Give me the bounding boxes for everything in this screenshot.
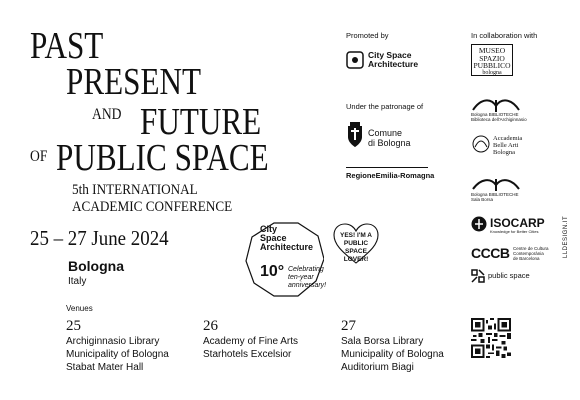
badge-caption (288, 266, 326, 290)
salaborsa-line: Sala Borsa (471, 197, 494, 202)
subtitle-text-2: ACADEMIC CONFERENCE (72, 199, 233, 215)
accademia-emblem-icon (471, 133, 491, 155)
comune-line: Comune (368, 128, 403, 138)
open-book-icon (471, 175, 521, 193)
yes-badge-text (336, 232, 376, 264)
badge-caption-line: ten-year (288, 274, 314, 281)
title-future-text: FUTURE (140, 101, 262, 143)
title-and-text: AND (92, 106, 122, 123)
regione-logo-text: RegioneEmilia-Romagna (346, 171, 435, 180)
coat-of-arms-icon (346, 122, 364, 148)
badge-logo-line: City (260, 224, 278, 234)
venue-line: Academy of Fine Arts (203, 336, 299, 347)
subtitle-text-1: 5th INTERNATIONAL (72, 182, 198, 198)
biblio-line: Bologna BIBLIOTECHE (471, 112, 519, 117)
badge-caption-line: anniversary! (288, 282, 327, 289)
yes-badge-line: YES! I'M A (339, 232, 372, 239)
city-space-logo-text (368, 51, 418, 69)
museo-spazio-pubblico-logo (471, 44, 513, 76)
logo-text-line: City Space (368, 50, 412, 60)
venue-line: Municipality of Bologna (341, 349, 444, 360)
collaboration-label: In collaboration with (471, 31, 538, 40)
museo-line: PUBBLICO (473, 61, 511, 70)
title-line-public-space (56, 139, 315, 177)
yes-badge-line: LOVER! (343, 256, 369, 263)
venue-day-25 (66, 318, 169, 374)
yes-lover-badge (333, 223, 379, 265)
accademia-text (493, 135, 522, 156)
biblio-line: Biblioteca dell'Archiginnasio (471, 117, 527, 122)
title-line-present (66, 63, 231, 101)
venue-line: Starhotels Excelsior (203, 349, 292, 360)
cccb-sub-line: Contemporània (513, 251, 544, 256)
title-present-text: PRESENT (66, 61, 202, 103)
venue-line: Stabat Mater Hall (66, 362, 144, 373)
comune-line: di Bologna (368, 138, 411, 148)
promoted-by-label: Promoted by (346, 31, 389, 40)
badge-number: 10° (260, 263, 285, 280)
badge-caption-line: Celebrating (288, 266, 324, 273)
city-name: Bologna (68, 258, 124, 274)
venue-line: Sala Borsa Library (341, 336, 424, 347)
title-line-future (140, 103, 288, 141)
open-book-icon (471, 94, 521, 114)
anniversary-badge (244, 221, 327, 299)
accademia-line: Belle Arti (493, 142, 519, 149)
venue-day-27 (341, 318, 444, 374)
conference-dates (30, 226, 184, 251)
comune-text (368, 128, 411, 148)
badge-logo (260, 225, 313, 252)
isocarp-globe-icon (471, 216, 487, 232)
venue-day-number: 27 (341, 318, 356, 334)
title-line-past (30, 27, 119, 65)
title-past-text: PAST (30, 25, 104, 67)
yes-badge-line: PUBLIC SPACE (343, 240, 369, 255)
cccb-text: CCCB (471, 245, 510, 261)
country-name: Italy (68, 276, 87, 287)
subtitle-line-1 (72, 182, 215, 199)
museo-line: bologna (482, 69, 502, 76)
badge-logo-line: Space (260, 233, 287, 243)
isocarp-text: ISOCARP (490, 216, 545, 230)
venue-line: Archiginnasio Library (66, 336, 160, 347)
cccb-subtext (513, 246, 549, 261)
isocarp-subtext: Knowledge for Better Cities (490, 229, 539, 234)
venue-line: Municipality of Bologna (66, 349, 169, 360)
designer-credit: LLDESIGN.IT (563, 215, 569, 258)
dates-text: 25 – 27 June 2024 (30, 226, 169, 250)
title-public-space-text: PUBLIC SPACE (56, 137, 269, 179)
qr-code-icon (471, 318, 511, 358)
city-space-logo-icon (346, 51, 364, 69)
archiginnasio-text (471, 112, 527, 122)
cccb-sub-line: de Barcelona (513, 256, 540, 261)
title-and (92, 107, 127, 123)
salaborsa-text (471, 192, 519, 202)
patronage-label: Under the patronage of (346, 102, 424, 111)
museo-line: MUSEO (478, 46, 506, 55)
title-of (30, 149, 50, 165)
subtitle-line-2 (72, 199, 254, 216)
venues-label: Venues (66, 304, 93, 313)
public-space-text: public space (488, 271, 530, 280)
regione-divider (346, 167, 428, 168)
venue-day-number: 25 (66, 318, 81, 334)
title-of-text: OF (30, 148, 48, 165)
museo-line: SPAZIO (479, 53, 505, 63)
public-space-icon (471, 269, 485, 283)
accademia-line: Bologna (493, 149, 516, 156)
venue-day-26 (203, 318, 298, 361)
accademia-line: Accademia (493, 135, 523, 142)
cccb-sub-line: Centre de Cultura (513, 246, 549, 251)
salaborsa-line: Bologna BIBLIOTECHE (471, 192, 519, 197)
venue-day-number: 26 (203, 318, 218, 334)
badge-logo-line: Architecture (260, 242, 314, 252)
qr-code[interactable] (471, 318, 511, 358)
venue-line: Auditorium Biagi (341, 362, 414, 373)
logo-text-line: Architecture (368, 59, 419, 69)
